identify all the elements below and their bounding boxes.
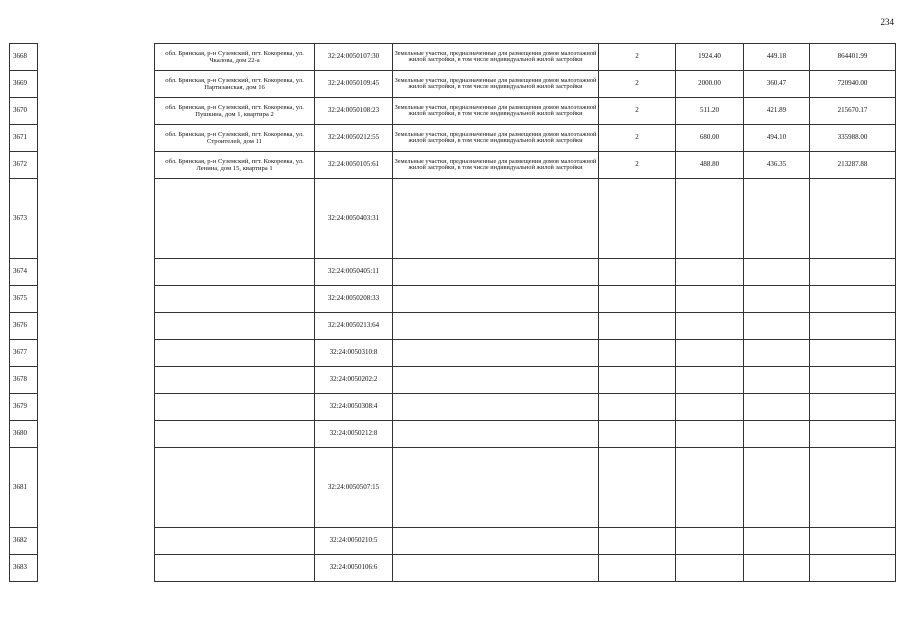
cell-area <box>676 179 744 259</box>
cell-cadastral-value: 215670.17 <box>810 98 896 125</box>
cell-address <box>155 394 315 421</box>
cell-spacer <box>38 179 155 259</box>
cell-number: 3670 <box>10 98 38 125</box>
cell-spacer <box>38 367 155 394</box>
table-row <box>10 98 896 125</box>
cell-cadastral-value <box>810 421 896 448</box>
cell-specific-value <box>744 367 810 394</box>
cell-group <box>599 528 676 555</box>
cell-cadastral-number: 32:24:0050208:33 <box>315 286 393 313</box>
cell-address: обл. Брянская, р-н Суземский, пгт. Кокоревка, ул. Ленина, дом 15, квартира 1 <box>155 152 315 179</box>
cell-address: обл. Брянская, р-н Суземский, пгт. Кокоревка, ул. Пушкина, дом 1, квартира 2 <box>155 98 315 125</box>
cell-cadastral-value <box>810 528 896 555</box>
cell-area <box>676 555 744 582</box>
cell-cadastral-value <box>810 286 896 313</box>
cell-spacer <box>38 98 155 125</box>
cell-cadastral-value <box>810 340 896 367</box>
cell-area <box>676 313 744 340</box>
table-row <box>10 340 896 367</box>
cell-spacer <box>38 125 155 152</box>
cell-cadastral-number: 32:24:0050405:11 <box>315 259 393 286</box>
cell-area <box>676 367 744 394</box>
cell-specific-value <box>744 448 810 528</box>
table-row <box>10 528 896 555</box>
cell-group: 2 <box>599 44 676 71</box>
cell-specific-value <box>744 421 810 448</box>
table-row <box>10 555 896 582</box>
page-number: 234 <box>880 17 894 27</box>
cell-number: 3683 <box>10 555 38 582</box>
cell-land-use <box>393 313 599 340</box>
cell-spacer <box>38 313 155 340</box>
cell-group <box>599 259 676 286</box>
cell-cadastral-number: 32:24:0050310:8 <box>315 340 393 367</box>
cell-land-use <box>393 421 599 448</box>
cell-address: обл. Брянская, р-н Суземский, пгт. Кокоревка, ул. Партизанская, дом 16 <box>155 71 315 98</box>
cell-cadastral-value: 864401.99 <box>810 44 896 71</box>
cell-number: 3675 <box>10 286 38 313</box>
cell-land-use <box>393 448 599 528</box>
table-row <box>10 313 896 340</box>
cell-cadastral-number: 32:24:0050109:45 <box>315 71 393 98</box>
cell-land-use <box>393 340 599 367</box>
cell-area: 1924.40 <box>676 44 744 71</box>
cell-number: 3669 <box>10 71 38 98</box>
cell-spacer <box>38 555 155 582</box>
cell-address: обл. Брянская, р-н Суземский, пгт. Кокоревка, ул. Чкалова, дом 22-а <box>155 44 315 71</box>
cell-group: 2 <box>599 152 676 179</box>
table-row <box>10 367 896 394</box>
cell-specific-value <box>744 394 810 421</box>
cell-cadastral-number: 32:24:0050507:15 <box>315 448 393 528</box>
cell-specific-value: 449.18 <box>744 44 810 71</box>
cell-cadastral-value: 213287.88 <box>810 152 896 179</box>
cell-address <box>155 448 315 528</box>
cell-specific-value <box>744 286 810 313</box>
cell-spacer <box>38 44 155 71</box>
cell-spacer <box>38 448 155 528</box>
cell-land-use <box>393 394 599 421</box>
cell-number: 3674 <box>10 259 38 286</box>
cell-land-use <box>393 528 599 555</box>
cell-specific-value: 421.89 <box>744 98 810 125</box>
cell-cadastral-value <box>810 394 896 421</box>
cell-number: 3682 <box>10 528 38 555</box>
table-body <box>10 44 896 582</box>
cell-cadastral-value: 720940.00 <box>810 71 896 98</box>
cell-cadastral-value <box>810 259 896 286</box>
cell-cadastral-number: 32:24:0050403:31 <box>315 179 393 259</box>
cell-number: 3673 <box>10 179 38 259</box>
cell-group <box>599 421 676 448</box>
cell-group: 2 <box>599 125 676 152</box>
table-row <box>10 71 896 98</box>
cell-cadastral-value: 335988.00 <box>810 125 896 152</box>
cell-address <box>155 367 315 394</box>
cell-area <box>676 394 744 421</box>
cell-address <box>155 528 315 555</box>
table-row <box>10 179 896 259</box>
cell-cadastral-number: 32:24:0050213:64 <box>315 313 393 340</box>
cell-address <box>155 555 315 582</box>
cell-cadastral-value <box>810 448 896 528</box>
cell-specific-value <box>744 179 810 259</box>
cell-number: 3671 <box>10 125 38 152</box>
cell-number: 3680 <box>10 421 38 448</box>
cell-land-use <box>393 179 599 259</box>
cell-land-use: Земельные участки, предназначенные для размещения домов малоэтажной жилой застройки, в том числе индивидуальной жилой застройки <box>393 98 599 125</box>
cell-cadastral-number: 32:24:0050105:61 <box>315 152 393 179</box>
cell-group <box>599 179 676 259</box>
cell-address <box>155 179 315 259</box>
cell-specific-value <box>744 528 810 555</box>
cell-cadastral-number: 32:24:0050107:30 <box>315 44 393 71</box>
table-row <box>10 125 896 152</box>
cell-area <box>676 286 744 313</box>
table-row <box>10 259 896 286</box>
cell-spacer <box>38 421 155 448</box>
cell-cadastral-value <box>810 367 896 394</box>
cell-cadastral-number: 32:24:0050308:4 <box>315 394 393 421</box>
cell-land-use <box>393 555 599 582</box>
cell-group <box>599 340 676 367</box>
table-row <box>10 44 896 71</box>
cell-number: 3681 <box>10 448 38 528</box>
cell-area <box>676 259 744 286</box>
cell-spacer <box>38 286 155 313</box>
cell-spacer <box>38 152 155 179</box>
table-row <box>10 152 896 179</box>
cell-address <box>155 340 315 367</box>
cell-address <box>155 313 315 340</box>
cell-area: 680.00 <box>676 125 744 152</box>
cell-address <box>155 421 315 448</box>
cell-cadastral-number: 32:24:0050212:8 <box>315 421 393 448</box>
cell-cadastral-number: 32:24:0050202:2 <box>315 367 393 394</box>
cell-address: обл. Брянская, р-н Суземский, пгт. Кокоревка, ул. Строителей, дом 11 <box>155 125 315 152</box>
cell-area: 2000.00 <box>676 71 744 98</box>
table-row <box>10 394 896 421</box>
cell-cadastral-number: 32:24:0050108:23 <box>315 98 393 125</box>
cell-spacer <box>38 71 155 98</box>
cell-area <box>676 421 744 448</box>
cell-specific-value: 436.35 <box>744 152 810 179</box>
cell-land-use: Земельные участки, предназначенные для размещения домов малоэтажной жилой застройки, в том числе индивидуальной жилой застройки <box>393 71 599 98</box>
cell-specific-value <box>744 313 810 340</box>
cell-number: 3679 <box>10 394 38 421</box>
cell-specific-value <box>744 340 810 367</box>
cell-spacer <box>38 259 155 286</box>
cell-group <box>599 448 676 528</box>
cell-spacer <box>38 340 155 367</box>
cell-area <box>676 448 744 528</box>
cell-specific-value: 494.10 <box>744 125 810 152</box>
cell-number: 3678 <box>10 367 38 394</box>
cell-number: 3672 <box>10 152 38 179</box>
cell-land-use <box>393 259 599 286</box>
cell-group: 2 <box>599 71 676 98</box>
cell-number: 3677 <box>10 340 38 367</box>
cell-specific-value <box>744 555 810 582</box>
cell-land-use <box>393 367 599 394</box>
cell-group: 2 <box>599 98 676 125</box>
cell-spacer <box>38 394 155 421</box>
cell-cadastral-value <box>810 555 896 582</box>
cell-group <box>599 286 676 313</box>
cell-land-use: Земельные участки, предназначенные для размещения домов малоэтажной жилой застройки, в том числе индивидуальной жилой застройки <box>393 152 599 179</box>
cell-address <box>155 259 315 286</box>
cell-cadastral-value <box>810 313 896 340</box>
cell-number: 3668 <box>10 44 38 71</box>
cell-cadastral-number: 32:24:0050106:6 <box>315 555 393 582</box>
cell-land-use: Земельные участки, предназначенные для размещения домов малоэтажной жилой застройки, в том числе индивидуальной жилой застройки <box>393 44 599 71</box>
table-row <box>10 448 896 528</box>
cadastral-value-table <box>9 43 896 582</box>
cell-group <box>599 394 676 421</box>
cell-cadastral-number: 32:24:0050210:5 <box>315 528 393 555</box>
cell-specific-value <box>744 259 810 286</box>
cell-group <box>599 313 676 340</box>
cell-specific-value: 360.47 <box>744 71 810 98</box>
cell-land-use: Земельные участки, предназначенные для размещения домов малоэтажной жилой застройки, в том числе индивидуальной жилой застройки <box>393 125 599 152</box>
table-row <box>10 421 896 448</box>
table-row <box>10 286 896 313</box>
cell-area <box>676 340 744 367</box>
cell-area: 488.80 <box>676 152 744 179</box>
cell-group <box>599 367 676 394</box>
cell-cadastral-value <box>810 179 896 259</box>
cell-cadastral-number: 32:24:0050212:55 <box>315 125 393 152</box>
cell-group <box>599 555 676 582</box>
cell-area: 511.20 <box>676 98 744 125</box>
cell-address <box>155 286 315 313</box>
cell-area <box>676 528 744 555</box>
cell-land-use <box>393 286 599 313</box>
cell-number: 3676 <box>10 313 38 340</box>
cell-spacer <box>38 528 155 555</box>
